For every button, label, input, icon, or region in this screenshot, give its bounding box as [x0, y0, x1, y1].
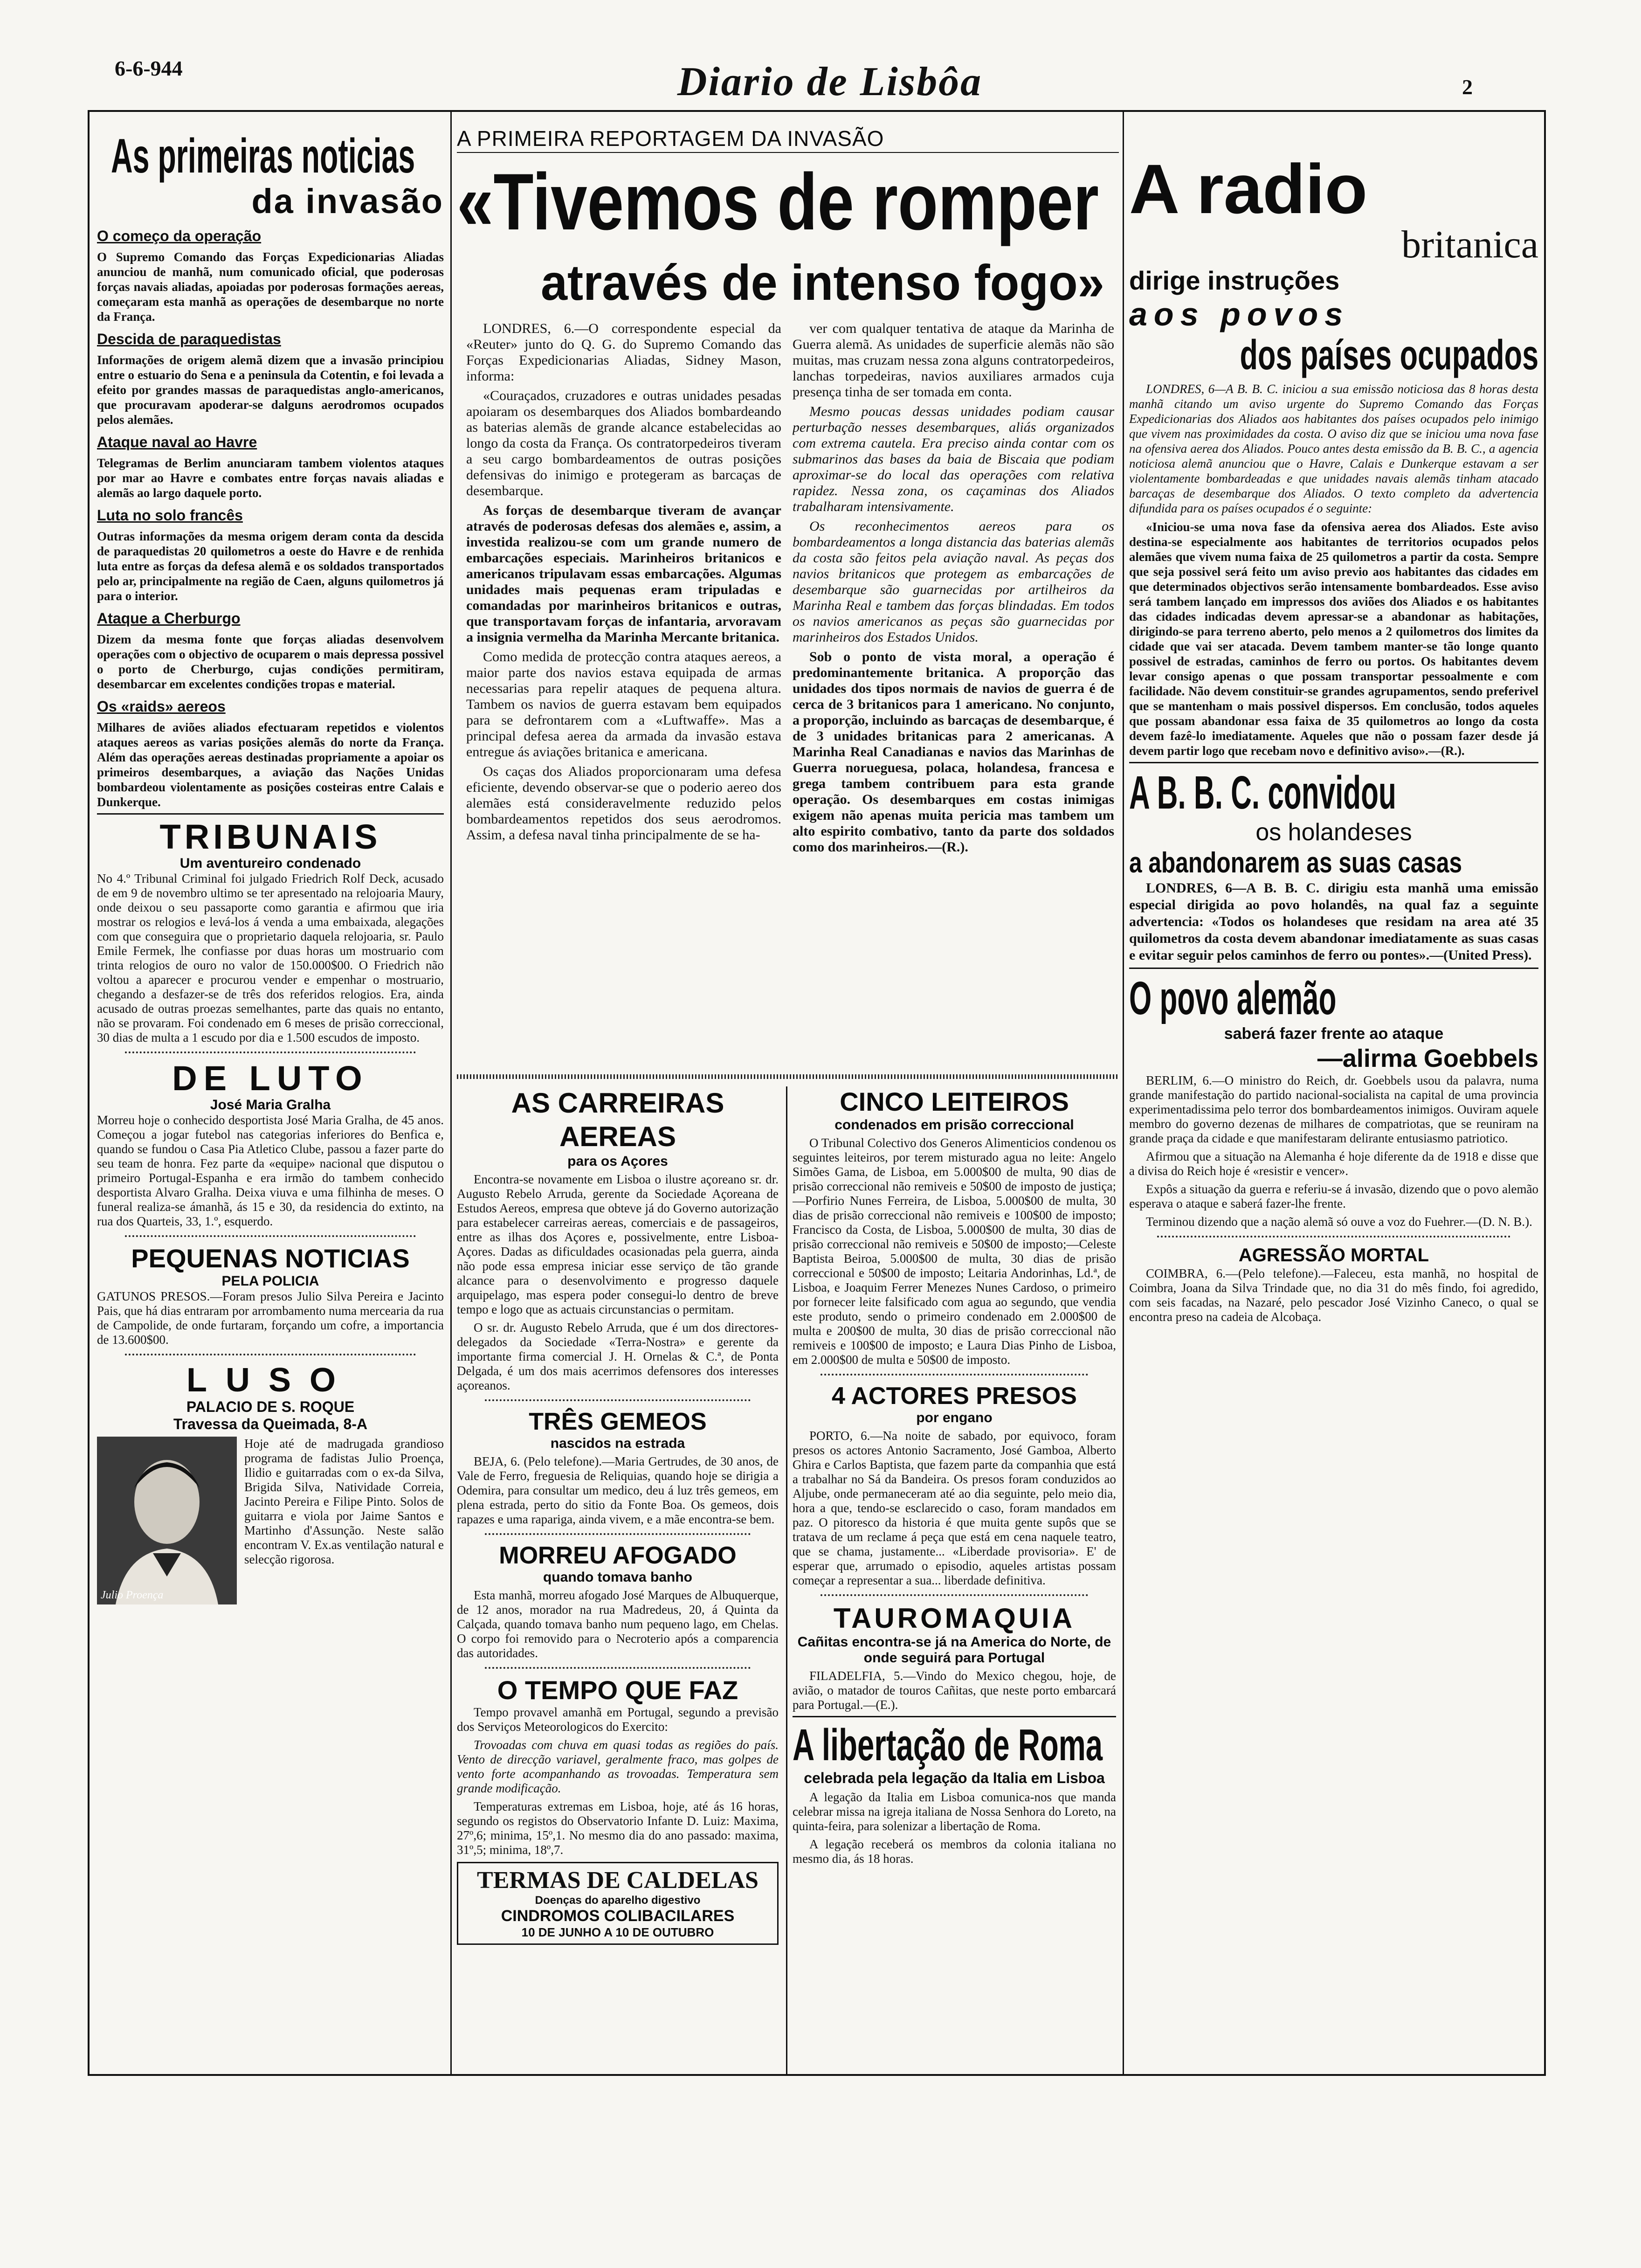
povo-text: BERLIM, 6.—O ministro do Reich, dr. Goebbels usou da palavra, numa grande manifestação do partido nacional-socialista na capital de uma provincia experimentadissima pelo terror dos bombardeamentos inimigos. Ouviram aquele membro do governo dezenas de milhares de compatriotas, que se reuniram na grande praça da cidade e que manifestaram delirante entusiasmo patriotico.	[1129, 1073, 1538, 1145]
radio-subhead-4: dos países ocupados	[1240, 332, 1538, 379]
carreiras-text: O sr. dr. Augusto Rebelo Arruda, que é um dos directores-delegados da Sociedade «Terra-Nostra» e gerente da importante firma comercial J. H. Ornelas & C.ª, de Ponta Delgada, é um dos mais acerrimos defensores dos interesses açoreanos.	[457, 1321, 779, 1392]
povo-subhead-1: saberá fazer frente ao ataque	[1224, 1025, 1444, 1043]
povo-subhead-2: —alirma Goebbels	[1317, 1044, 1538, 1072]
radio-text: LONDRES, 6—A B. B. C. iniciou a sua emissão noticiosa das 8 horas desta manhã citando um aviso urgente do Supremo Comando das Forças Expedicionarias dos Aliados aos habitantes dos países ocupados pelo inimigo que vivem nas proximidades da costa. O aviso diz que se iniciou uma nova fase na ofensiva aerea dos Aliados. Pouco antes desta emissão da B. B. C., a agencia noticiosa alemã anunciou que o Havre, Calais e Dunkerque estavam a ser violentamente bombardeadas e que unidades navais alemãs tinham atacado barcaças de desembarque dos Aliados. O texto completo da advertencia difundida para os países ocupados é o seguinte:	[1129, 382, 1538, 515]
issue-date: 6-6-944	[115, 56, 183, 80]
termas-ad	[457, 1862, 779, 1945]
afogado-subhead: quando tomava banho	[543, 1570, 692, 1585]
radio-subhead-3: aos povos	[1129, 296, 1350, 332]
bbc-text: LONDRES, 6—A B. B. C. dirigiu esta manhã uma emissão especial dirigida ao povo holandês, na qual faz a seguinte advertencia: «Todos os holandeses que residam na area até 35 quilometros da costa devem abandonar imediatamente as suas casas e evitar seguir pelos caminhos de ferro ou pontes».—(United Press).	[1129, 880, 1538, 963]
actores-text: PORTO, 6.—Na noite de sabado, por equivoco, foram presos os actores Antonio Sacramento, José Gamboa, Alberto Ghira e Carlos Baptista, que fazem parte da companhia que está a trabalhar no Sá da Bandeira. Os presos foram conduzidos ao Aljube, onde permaneceram até ao dia seguinte, pelo meio dia, hora a que, tendo-se esclarecido o caso, foram mandados em paz. O pitoresco da historia é que muita gente supôs que se tratava de um reclame á peça que está em cena naquele teatro, que se chama, justamente... «Liberdade provisoria». E' de esperar que, arrumado o episodio, aqueles artistas possam começar a representar a sua... liberdade definitiva.	[793, 1429, 1116, 1587]
col1-section-5	[97, 610, 444, 691]
page-number: 2	[1462, 75, 1473, 99]
termas-line-2: CINDROMOS COLIBACILARES	[501, 1907, 735, 1925]
radio-subhead-1: britanica	[1401, 223, 1538, 266]
right-column	[1129, 154, 1538, 2070]
section-subhead: Os «raids» aereos	[97, 698, 226, 715]
left-column	[97, 117, 444, 2070]
right-frame-rule	[1544, 110, 1546, 2076]
section-text: Telegramas de Berlim anunciaram tambem violentos ataques por mar ao Havre e combates entre forças navais aliadas e alemãs ao largo daquele porto.	[97, 456, 444, 500]
col1-section-2	[97, 331, 444, 427]
section-subhead: O começo da operação	[97, 228, 262, 244]
tempo-title: O TEMPO QUE FAZ	[497, 1675, 738, 1705]
primeiras-noticias-subhead: da invasão	[251, 182, 444, 221]
tribunais-title: TRIBUNAIS	[159, 817, 381, 856]
povo-text: Expôs a situação da guerra e referiu-se á invasão, dizendo que o povo alemão esperava o ataque e saberá fazer-lhe frente.	[1129, 1182, 1538, 1210]
tribunais-subhead: Um aventureiro condenado	[179, 856, 361, 871]
povo-text: Afirmou que a situação na Alemanha é hoje diferente da de 1918 e disse que a divisa do Reich hoje é «resistir e vencer».	[1129, 1149, 1538, 1178]
main-para: Mesmo poucas dessas unidades podiam causar perturbação nesses desembarques, aliás organizados com extrema cautela. Era preciso ainda contar com os submarinos das bases da baia de Biscaia que podiam aproximar-se do local das operações com relativa rapidez. Nessa zona, os caçaminas dos Aliados trabalharam intensivamente.	[793, 404, 1114, 514]
luso-ad	[97, 1437, 444, 1601]
luto-title: DE LUTO	[172, 1059, 369, 1098]
fadista-photo	[97, 1437, 237, 1604]
luto-text: Morreu hoje o conhecido desportista José Maria Gralha, de 45 anos. Começou a jogar futebol nas categorias inferiores do Benfica e, quando se fundou o Casa Pia Atletico Clube, passou a fazer parte do seu team de honra. Fez parte da «equipe» nacional que disputou o primeiro Portugal-Espanha e era irmão do tambem conhecido desportista Alvaro Gralha. Deixa viuva e uma filhinha de meses. O funeral realiza-se ámanhã, ás 15 e 30, da residencia do extinto, na rua dos Quarteis, 33, 1.º, esquerdo.	[97, 1113, 444, 1228]
gemeos-subhead: nascidos na estrada	[550, 1436, 685, 1451]
carreiras-text: Encontra-se novamente em Lisboa o ilustre açoreano sr. dr. Augusto Rebelo Arruda, gerente da Sociedade Açoreana de Estudos Aereos, empresa que obteve já do Governo autorização para estabelecer carreiras aereas, comerciais e de passageiros, entre as ilhas dos Açores e, possivelmente, entre Lisboa-Açores. Dadas as dificuldades ocasionadas pela guerra, ainda não pode essa empresa iniciar esse serviço de tão grande alcance para o desenvolvimento e progresso daquele arquipelago, mas espera poder consegui-lo dentro de breve tempo e logo que as actuais circunstancias o permitam.	[457, 1172, 779, 1316]
col1-section-6	[97, 698, 444, 809]
main-para: «Couraçados, cruzadores e outras unidades pesadas apoiaram os desembarques dos Aliados bombardeando as baterias alemãs de grande alcance estabelecidas ao longo da costa da França. Os contratorpedeiros tiveram a seu cargo bombardeamentos de outras posições defensivas do inimigo e protegeram as barcaças de desembarque.	[466, 388, 781, 498]
section-subhead: Ataque a Cherburgo	[97, 610, 241, 627]
pequenas-text: GATUNOS PRESOS.—Foram presos Julio Silva Pereira e Jacinto Pais, que há dias entraram por arrombamento numa mercearia da rua de Campolide, de onde furtaram, forçando um cofre, a importancia de 13.600$00.	[97, 1289, 444, 1347]
povo-text: Terminou dizendo que a nação alemã só ouve a voz do Fuehrer.—(D. N. B.).	[1146, 1215, 1532, 1229]
leiteiros-title: CINCO LEITEIROS	[840, 1087, 1069, 1116]
portrait-image	[97, 1437, 237, 1604]
luso-text: Hoje até de madrugada grandioso programa de fadistas Julio Proença, Ilidio e guitarradas com o ex-da Silva, Brigida Silva, Natividade Correia, Jacinto Pereira e Filipe Pinto. Solos de guitarra e viola por Jaime Santos e Martinho d'Assunção. Neste salão encontram V. Ex.as ventilação natural e selecção rigorosa.	[244, 1437, 444, 1566]
main-para: As forças de desembarque tiveram de avançar através de poderosas defesas dos alemães e, assim, a investida realizou-se com um grande numero de embarcações especiais. Marinheiros britanicos e americanos tripulavam essas embarcações. Algumas unidades mais pequenas eram tripuladas e comandadas por marinheiros britanicos e outras, que transportavam forças de infantaria, arvoravam a insignia vermelha da Marinha Mercante britanica.	[466, 503, 781, 645]
main-para: Os reconhecimentos aereos para os bombardeamentos a longa distancia das baterias alemãs da costa são feitos pela aviação naval. As peças dos navios britanicos que protegem as embarcações de desembarque são guarnecidas por artilheiros da Marinha Real e tambem das forças blindadas. Em todos os navios americanos as peças são guarnecidas por marinheiros dos Estados Unidos.	[793, 519, 1114, 645]
termas-line-1: Doenças do aparelho digestivo	[535, 1894, 701, 1907]
luso-title: LUSO	[186, 1362, 354, 1399]
agressao-text: COIMBRA, 6.—(Pelo telefone).—Faleceu, esta manhã, no hospital de Coimbra, Joana da Silva Trindade que, no dia 31 do mês findo, foi agredido, com seis facadas, na Nazaré, pelo pescador José Vizinho Caneco, o qual se encontra preso na cadeia de Alcobaça.	[1129, 1266, 1538, 1324]
actores-title: 4 ACTORES PRESOS	[832, 1383, 1077, 1410]
main-para: LONDRES, 6.—O correspondente especial da «Reuter» junto do Q. G. do Supremo Comando das Forças Expedicionarias Aliadas, Sidney Mason, informa:	[466, 321, 781, 384]
termas-title: TERMAS DE CALDELAS	[477, 1867, 758, 1894]
carreiras-subhead: para os Açores	[567, 1154, 668, 1169]
carreiras-title: AS CARREIRAS AEREAS	[511, 1087, 724, 1152]
pequenas-title: PEQUENAS NOTICIAS	[131, 1244, 410, 1273]
col1-section-1	[97, 228, 444, 324]
radio-headline: A radio	[1129, 154, 1368, 228]
col1-divider	[450, 112, 452, 2074]
main-para: Como medida de protecção contra ataques aereos, a maior parte dos navios estava equipada de armas necessarias para repelir ataques de pequena altura. Tambem os navios de guerra estavam bem equipados para se defrontarem com a «Luftwaffe». Mas a principal defesa aerea da armada da invasão estava entregue ás aviações britanica e americana.	[466, 649, 781, 760]
tauromaquia-text: FILADELFIA, 5.—Vindo do Mexico chegou, hoje, de avião, o matador de touros Cañitas, que neste porto embarcará para Portugal.—(E.).	[793, 1669, 1116, 1712]
luto-subhead: José Maria Gralha	[210, 1097, 331, 1113]
main-headline-1: «Tivemos de romper	[457, 157, 1099, 247]
section-subhead: Luta no solo francês	[97, 507, 243, 524]
povo-headline: O povo alemão	[1129, 972, 1337, 1024]
tauromaquia-title: TAUROMAQUIA	[833, 1603, 1076, 1634]
bbc-headline: A B. B. C. convidou	[1129, 767, 1396, 819]
main-kicker: A PRIMEIRA REPORTAGEM DA INVASÃO	[457, 126, 884, 151]
afogado-text: Esta manhã, morreu afogado José Marques de Albuquerque, de 12 anos, morador na rua Madredeus, 20, á Quinta da Calçada, quando tomava banho num pequeno lago, em Chelas. O corpo foi removido para o Necroterio após a comparencia das autoridades.	[457, 1588, 779, 1660]
radio-warning-text: «Iniciou-se uma nova fase da ofensiva aerea dos Aliados. Este aviso destina-se especialmente aos habitantes de territorios ocupados pelos alemães que vivem numa faixa de 25 quilometros a partir da costa. Sempre que seja possivel será feito um aviso previo aos habitantes das cidades em que determinados objectivos serão intensamente bombardeados. Esse aviso será tambem lançado em impressos dos aviões dos Aliados e os habitantes das cidades indicadas devem apressar-se a abandonar as habitações, dirigindo-se para terreno aberto, pelo menos a 2 quilometros dos limites da cidade que vai ser atacada. Devem tambem manter-se tão longe quanto possivel de estradas, caminhos de ferro ou portos. Os habitantes devem levar consigo apenas o que possam transportar pessoalmente e com facilidade. Não devem constituir-se grandes agrupamentos, sendo preferivel que se mantenham o mais possivel dispersos. Em conclusão, todos aqueles que possam abandonar essa faixa de 35 quilometros ao longo da costa devem fazê-lo imediatamente. Aqueles que não o possam fazer desde já devem partir logo que recebam novo e definitivo aviso».—(R.).	[1129, 520, 1538, 758]
actores-subhead: por engano	[916, 1410, 993, 1425]
agressao-title: AGRESSÃO MORTAL	[1238, 1245, 1429, 1265]
col-right-divider	[1123, 112, 1124, 2074]
tempo-text: Tempo provavel amanhã em Portugal, segundo a previsão dos Serviços Meteorologicos do Exercito:	[457, 1705, 779, 1734]
top-frame-rule	[88, 110, 1546, 112]
tribunais-text: No 4.º Tribunal Criminal foi julgado Friedrich Rolf Deck, acusado de em 9 de novembro ultimo se ter apresentado na relojoaria Maury, onde deixou o seu passaporte como garantia e afirmou que iria mostrar os relogios e levá-los á venda a uma embaixada, alegações com que conseguira que o proprietario daquela relojoaria, sr. Paulo Emile Fermek, lhe confiasse por duas horas um mostruario com trinta relogios de ouro no valor de 150.000$00. O Friedrich não voltou a aparecer e procurou vender e empenhar o mostruario, chegando a desfazer-se de três dos referidos relogios. Era, ainda acusado de outras proezas semelhantes, parte das quais no entanto, não se provaram. Foi condenado em 6 meses de prisão correccional, 30 dias de multa a 1 escudo por dia e 1.500 escudos de imposto.	[97, 871, 444, 1044]
main-headline-2: através de intenso fogo»	[541, 254, 1104, 311]
main-col-a	[466, 321, 781, 1072]
mid-divider	[786, 1086, 787, 2074]
leiteiros-subhead: condenados em prisão correccional	[834, 1117, 1074, 1133]
main-para: ver com qualquer tentativa de ataque da Marinha de Guerra alemã. As unidades de superficie alemãs não são muitas, mas cruzam nessa zona alguns contratorpedeiros, lanchas torpedeiras, navios auxiliares armados cuja presença tinha de ser tomada em conta.	[793, 321, 1114, 400]
bbc-subhead-1: os holandeses	[1255, 819, 1412, 846]
radio-subhead-2: dirige instruções	[1129, 266, 1340, 295]
main-kicker-rule	[457, 152, 1119, 153]
section-subhead: Descida de paraquedistas	[97, 331, 281, 347]
mid-column-2	[793, 1086, 1116, 2070]
leiteiros-text: O Tribunal Colectivo dos Generos Alimenticios condenou os seguintes leiteiros, por terem misturado agua no leite: Angelo Simões Gama, de Lisboa, em 5.000$00 de multa, 90 dias de prisão correccional não remiveis e 50$00 de imposto de justiça;—Porfirio Nunes Ferreira, de Lisboa, 5.000$00 de multa, 30 dias de prisão correccional não remiveis e 100$00 de imposto; Francisco da Costa, de Lisboa, 5.000$00 de multa, 30 dias de prisão correccional não remiveis e 50$00 de imposto;—Celeste Baptista Beiroa, 5.000$00 de multa, 30 dias de prisão correccional e 50$00 de imposto; Leitaria Andorinhas, Ld.ª, de Lisboa, e Joaquim Ferrer Menezes Nunes Cardoso, o primeiro por fornecer leite falsificado com agua ao segundo, que vendia este produto, sendo o primeiro condenado em 2.000$00 de multa e 200$00 de multa, 30 dias de prisão correccional não remiveis e 100$00 de imposto; e Laura Dias Pinho de Lisboa, em 2.000$00 de multa e 50$00 de imposto.	[793, 1136, 1116, 1367]
section-text: Informações de origem alemã dizem que a invasão principiou entre o estuario do Sena e a peninsula da Cotentin, e foi levada a efeito por grandes massas de paraquedistas anglo-americanos, que procuravam apoderar-se dalguns aerodromos ocupados pelos alemães.	[97, 353, 444, 427]
roma-subhead: celebrada pela legação da Italia em Lisboa	[804, 1770, 1105, 1786]
luso-subhead-1: PALACIO DE S. ROQUE	[186, 1398, 355, 1415]
tauromaquia-subhead: Cañitas encontra-se já na America do Norte, de onde seguirá para Portugal	[797, 1634, 1111, 1666]
section-subhead: Ataque naval ao Havre	[97, 434, 257, 450]
tempo-temps: Temperaturas extremas em Lisboa, hoje, até ás 16 horas, segundo os registos do Observatorio Infante D. Luiz: Maxima, 27º,6; minima, 15º,1. No mesmo dia do ano passado: maxima, 31º,5; minima, 18º,7.	[457, 1799, 779, 1857]
roma-text: A legação da Italia em Lisboa comunica-nos que manda celebrar missa na igreja italiana de Nossa Senhora do Loreto, na quinta-feira, para solenizar a libertação de Roma.	[793, 1790, 1116, 1833]
afogado-title: MORREU AFOGADO	[499, 1542, 737, 1569]
col1-section-4	[97, 507, 444, 603]
col1-section-3	[97, 434, 444, 500]
photo-caption: Julio Proença	[101, 1589, 164, 1601]
newspaper-title: Diario de Lisbôa	[677, 59, 983, 104]
roma-text: A legação receberá os membros da colonia italiana no mesmo dia, ás 18 horas.	[793, 1837, 1116, 1866]
main-bottom-rule	[457, 1074, 1119, 1079]
main-para: Os caças dos Aliados proporcionaram uma defesa eficiente, devendo observar-se que o poderio aereo dos alemães está consideravelmente reduzido pelos bombardeamentos repetidos dos seus aerodromos. Assim, a defesa naval tinha principalmente de se ha-	[466, 764, 781, 843]
section-text: Outras informações da mesma origem deram conta da descida de paraquedistas 20 quilometros a oeste do Havre e de renhida luta entre as forças da defesa alemã e os soldados transportados pelo ar, principalmente na região de Caen, alguns quilometros já para o interior.	[97, 529, 444, 603]
main-col-b	[793, 321, 1114, 1072]
gemeos-title: TRÊS GEMEOS	[529, 1408, 707, 1435]
luso-subhead-2: Travessa da Queimada, 8-A	[173, 1416, 368, 1432]
section-text: Milhares de aviões aliados efectuaram repetidos e violentos ataques aereos as varias posições alemãs do norte da França. Além das operações aereas destinadas propriamente a apoiar os primeiros desembarques, a aviação das Nações Unidas bombardeou violentamente as posições costeiras entre Calais e Dunkerque.	[97, 720, 444, 809]
primeiras-noticias-headline: As primeiras noticias	[111, 129, 415, 183]
main-para: Sob o ponto de vista moral, a operação é predominantemente britanica. A proporção das unidades dos tipos normais de navios de guerra é de cerca de 3 britanicos para 1 americano. No conjunto, a proporção, incluindo as barcaças de desembarque, é de 3 unidades britanicas para 2 americanas. A Marinha Real Canadianas e navios das Marinhas de Guerra norueguesa, polaca, holandesa, francesa e grega tambem contribuem para esta grande operação. Os desembarques em costas inimigas exigem não apenas muita pericia mas tambem um alto espirito combativo, tanto da parte dos soldados como dos marinheiros.—(R.).	[793, 649, 1114, 855]
gemeos-text: BEJA, 6. (Pelo telefone).—Maria Gertrudes, de 30 anos, de Vale de Ferro, freguesia de Reliquias, quando hoje se dirigia a Odemira, para consultar um medico, deu á luz três gemeos, em plena estrada, perto do sitio da Fonte Boa. Os gemeos, dois rapazes e uma rapariga, ainda vivem, e a mãe encontra-se bem.	[457, 1454, 779, 1526]
tempo-forecast: Trovoadas com chuva em quasi todas as regiões do país. Vento de direcção variavel, geralmente fraco, mas golpes de vento forte acompanhando as trovoadas. Temperatura sem grande modificação.	[457, 1738, 779, 1795]
bbc-subhead-2: a abandonarem as suas casas	[1129, 847, 1462, 879]
bottom-frame-rule	[88, 2074, 1546, 2076]
left-frame-rule	[88, 110, 90, 2076]
termas-line-3: 10 DE JUNHO A 10 DE OUTUBRO	[521, 1925, 714, 1939]
pequenas-subhead: PELA POLICIA	[221, 1273, 319, 1289]
mid-column-1	[457, 1086, 779, 2070]
section-text: Dizem da mesma fonte que forças aliadas desenvolvem operações com o objectivo de ocuparem o mais depressa possivel o porto de Cherburgo, cujas condições permitiram, desembarcar em excelentes condições tropas e material.	[97, 632, 444, 691]
roma-title: A libertação de Roma	[793, 1720, 1103, 1770]
section-text: O Supremo Comando das Forças Expedicionarias Aliadas anunciou de manhã, num comunicado oficial, que poderosas forças navais aliadas, apoiadas por poderosas formações aereas, começaram esta manhã as operações de desembarque no norte da França.	[97, 250, 444, 324]
